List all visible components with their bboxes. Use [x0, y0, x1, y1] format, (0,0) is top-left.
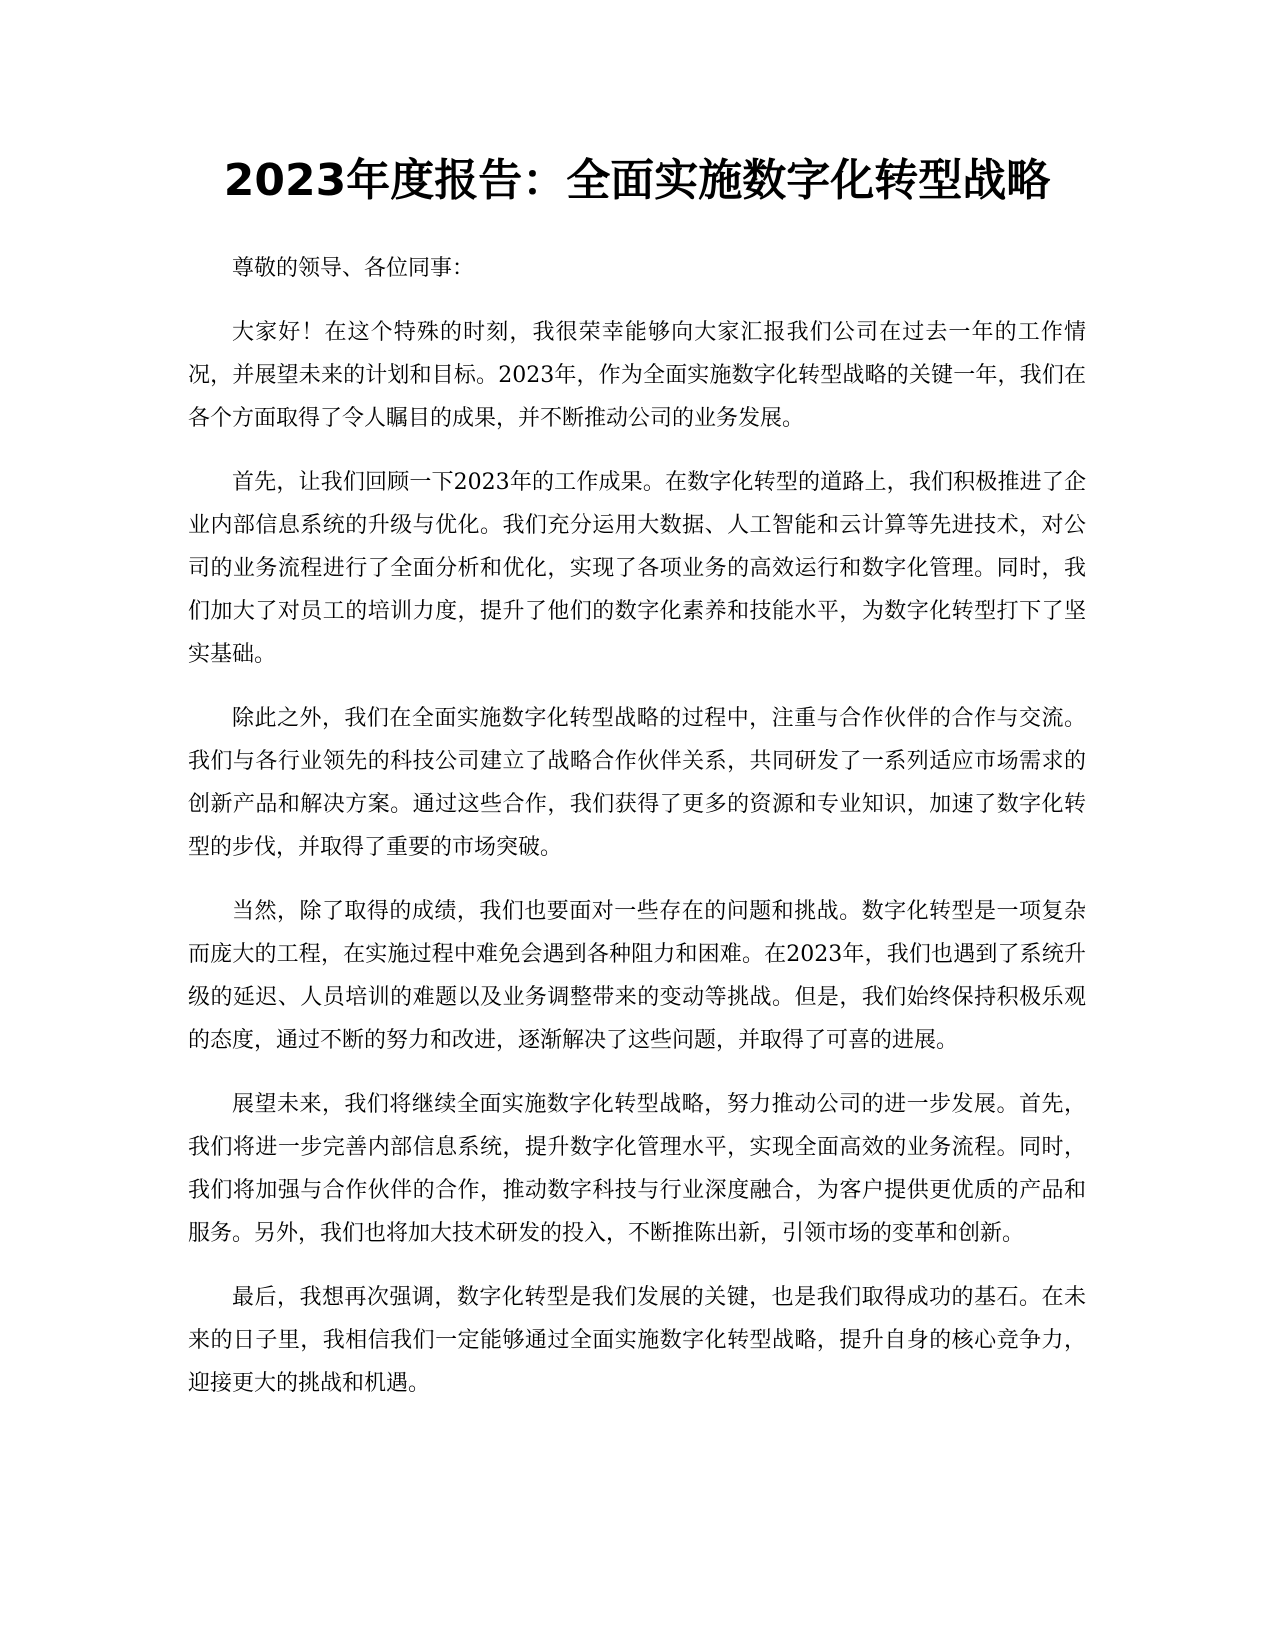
paragraph-3: 除此之外，我们在全面实施数字化转型战略的过程中，注重与合作伙伴的合作与交流。我们与各行业领先的科技公司建立了战略合作伙伴关系，共同研发了一系列适应市场需求的创新产品和解决方案。通过这些合作，我们获得了更多的资源和专业知识，加速了数字化转型的步伐，并取得了重要的市场突破。 [188, 706, 1086, 860]
salutation: 尊敬的领导、各位同事： [232, 256, 475, 281]
document-title: 2023年度报告：全面实施数字化转型战略 [223, 155, 1051, 206]
paragraph-2: 首先，让我们回顾一下2023年的工作成果。在数字化转型的道路上，我们积极推进了企业内部信息系统的升级与优化。我们充分运用大数据、人工智能和云计算等先进技术，对公司的业务流程进行了全面分析和优化，实现了各项业务的高效运行和数字化管理。同时，我们加大了对员工的培训力度，提升了他们的数字化素养和技能水平，为数字化转型打下了坚实基础。 [188, 470, 1086, 667]
paragraph-6: 最后，我想再次强调，数字化转型是我们发展的关键，也是我们取得成功的基石。在未来的日子里，我相信我们一定能够通过全面实施数字化转型战略，提升自身的核心竞争力，迎接更大的挑战和机遇。 [188, 1285, 1086, 1396]
paragraph-4: 当然，除了取得的成绩，我们也要面对一些存在的问题和挑战。数字化转型是一项复杂而庞大的工程，在实施过程中难免会遇到各种阻力和困难。在2023年，我们也遇到了系统升级的延迟、人员培训的难题以及业务调整带来的变动等挑战。但是，我们始终保持积极乐观的态度，通过不断的努力和改进，逐渐解决了这些问题，并取得了可喜的进展。 [188, 899, 1086, 1053]
paragraph-1: 大家好！在这个特殊的时刻，我很荣幸能够向大家汇报我们公司在过去一年的工作情况，并展望未来的计划和目标。2023年，作为全面实施数字化转型战略的关键一年，我们在各个方面取得了令人瞩目的成果，并不断推动公司的业务发展。 [188, 320, 1086, 431]
paragraph-5: 展望未来，我们将继续全面实施数字化转型战略，努力推动公司的进一步发展。首先，我们将进一步完善内部信息系统，提升数字化管理水平，实现全面高效的业务流程。同时，我们将加强与合作伙伴的合作，推动数字科技与行业深度融合，为客户提供更优质的产品和服务。另外，我们也将加大技术研发的投入，不断推陈出新，引领市场的变革和创新。 [188, 1092, 1086, 1246]
